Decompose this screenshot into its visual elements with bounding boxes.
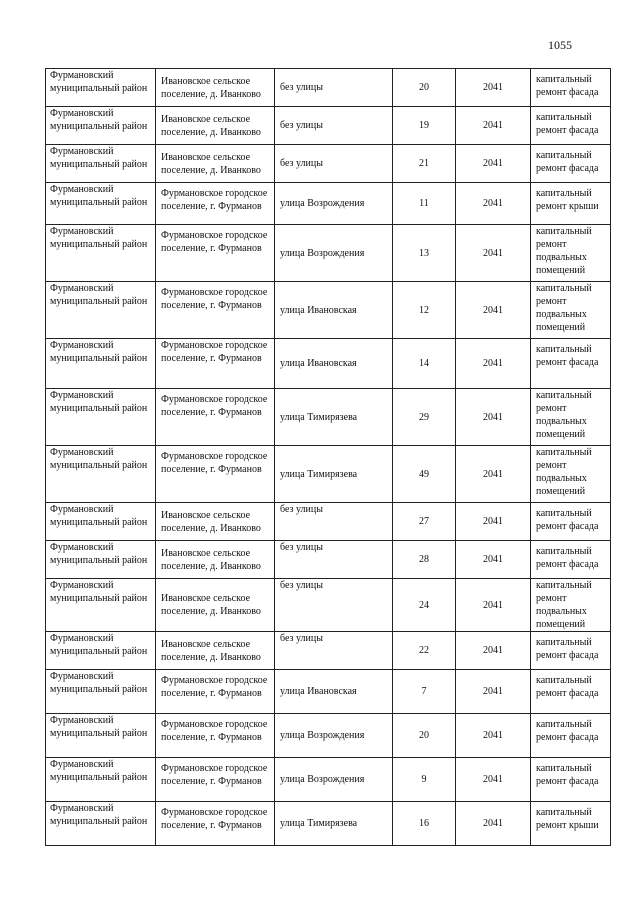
work-type-cell: капитальный ремонт фасада	[531, 503, 611, 541]
settlement-cell: Фурмановское городское поселение, г. Фурманов	[156, 446, 275, 503]
street-cell: без улицы	[275, 632, 393, 670]
settlement-cell: Ивановское сельское поселение, д. Иванково	[156, 107, 275, 145]
district-cell: Фурмановский муниципальный район	[46, 632, 156, 670]
district-cell: Фурмановский муниципальный район	[46, 503, 156, 541]
district-cell: Фурмановский муниципальный район	[46, 183, 156, 225]
table-row	[46, 282, 611, 339]
house-number-cell: 13	[393, 225, 456, 282]
street-cell: без улицы	[275, 579, 393, 632]
district-cell: Фурмановский муниципальный район	[46, 225, 156, 282]
year-cell: 2041	[456, 282, 531, 339]
street-cell: улица Ивановская	[275, 339, 393, 389]
house-number-cell: 16	[393, 802, 456, 846]
district-cell: Фурмановский муниципальный район	[46, 802, 156, 846]
table-row	[46, 632, 611, 670]
street-cell: без улицы	[275, 107, 393, 145]
work-type-cell: капитальный ремонт фасада	[531, 69, 611, 107]
work-type-cell: капитальный ремонт фасада	[531, 758, 611, 802]
settlement-cell: Ивановское сельское поселение, д. Иванково	[156, 503, 275, 541]
year-cell: 2041	[456, 758, 531, 802]
street-cell: без улицы	[275, 69, 393, 107]
district-cell: Фурмановский муниципальный район	[46, 107, 156, 145]
settlement-cell: Ивановское сельское поселение, д. Иванково	[156, 632, 275, 670]
table-row	[46, 225, 611, 282]
housing-repair-table	[45, 68, 611, 846]
year-cell: 2041	[456, 503, 531, 541]
house-number-cell: 20	[393, 69, 456, 107]
district-cell: Фурмановский муниципальный район	[46, 282, 156, 339]
settlement-cell: Ивановское сельское поселение, д. Иванково	[156, 579, 275, 632]
settlement-cell: Фурмановское городское поселение, г. Фурманов	[156, 282, 275, 339]
year-cell: 2041	[456, 446, 531, 503]
house-number-cell: 14	[393, 339, 456, 389]
district-cell: Фурмановский муниципальный район	[46, 145, 156, 183]
street-cell: улица Возрождения	[275, 758, 393, 802]
district-cell: Фурмановский муниципальный район	[46, 446, 156, 503]
settlement-cell: Ивановское сельское поселение, д. Иванково	[156, 145, 275, 183]
work-type-cell: капитальный ремонт подвальных помещений	[531, 225, 611, 282]
table-row	[46, 670, 611, 714]
table-row	[46, 446, 611, 503]
work-type-cell: капитальный ремонт подвальных помещений	[531, 446, 611, 503]
district-cell: Фурмановский муниципальный район	[46, 758, 156, 802]
district-cell: Фурмановский муниципальный район	[46, 541, 156, 579]
district-cell: Фурмановский муниципальный район	[46, 714, 156, 758]
settlement-cell: Ивановское сельское поселение, д. Иванково	[156, 69, 275, 107]
table-row	[46, 714, 611, 758]
settlement-cell: Ивановское сельское поселение, д. Иванково	[156, 541, 275, 579]
settlement-cell: Фурмановское городское поселение, г. Фурманов	[156, 183, 275, 225]
work-type-cell: капитальный ремонт подвальных помещений	[531, 282, 611, 339]
settlement-cell: Фурмановское городское поселение, г. Фурманов	[156, 225, 275, 282]
street-cell: улица Возрождения	[275, 183, 393, 225]
table-body	[46, 69, 611, 846]
table-row	[46, 145, 611, 183]
year-cell: 2041	[456, 802, 531, 846]
work-type-cell: капитальный ремонт фасада	[531, 714, 611, 758]
year-cell: 2041	[456, 632, 531, 670]
house-number-cell: 27	[393, 503, 456, 541]
work-type-cell: капитальный ремонт фасада	[531, 670, 611, 714]
street-cell: улица Тимирязева	[275, 446, 393, 503]
house-number-cell: 21	[393, 145, 456, 183]
work-type-cell: капитальный ремонт крыши	[531, 183, 611, 225]
district-cell: Фурмановский муниципальный район	[46, 579, 156, 632]
house-number-cell: 24	[393, 579, 456, 632]
house-number-cell: 19	[393, 107, 456, 145]
work-type-cell: капитальный ремонт фасада	[531, 145, 611, 183]
house-number-cell: 9	[393, 758, 456, 802]
table-row	[46, 69, 611, 107]
table-row	[46, 503, 611, 541]
street-cell: без улицы	[275, 145, 393, 183]
year-cell: 2041	[456, 107, 531, 145]
work-type-cell: капитальный ремонт фасада	[531, 107, 611, 145]
work-type-cell: капитальный ремонт подвальных помещений	[531, 579, 611, 632]
settlement-cell: Фурмановское городское поселение, г. Фурманов	[156, 714, 275, 758]
house-number-cell: 7	[393, 670, 456, 714]
street-cell: улица Ивановская	[275, 282, 393, 339]
street-cell: улица Тимирязева	[275, 802, 393, 846]
settlement-cell: Фурмановское городское поселение, г. Фурманов	[156, 389, 275, 446]
table-row	[46, 758, 611, 802]
settlement-cell: Фурмановское городское поселение, г. Фурманов	[156, 670, 275, 714]
table-row	[46, 541, 611, 579]
table-row	[46, 579, 611, 632]
street-cell: улица Возрождения	[275, 225, 393, 282]
work-type-cell: капитальный ремонт фасада	[531, 541, 611, 579]
year-cell: 2041	[456, 541, 531, 579]
year-cell: 2041	[456, 389, 531, 446]
year-cell: 2041	[456, 145, 531, 183]
house-number-cell: 11	[393, 183, 456, 225]
year-cell: 2041	[456, 714, 531, 758]
table-row	[46, 802, 611, 846]
year-cell: 2041	[456, 670, 531, 714]
house-number-cell: 12	[393, 282, 456, 339]
work-type-cell: капитальный ремонт крыши	[531, 802, 611, 846]
district-cell: Фурмановский муниципальный район	[46, 69, 156, 107]
work-type-cell: капитальный ремонт фасада	[531, 339, 611, 389]
work-type-cell: капитальный ремонт подвальных помещений	[531, 389, 611, 446]
house-number-cell: 28	[393, 541, 456, 579]
house-number-cell: 29	[393, 389, 456, 446]
district-cell: Фурмановский муниципальный район	[46, 339, 156, 389]
table-row	[46, 183, 611, 225]
street-cell: без улицы	[275, 541, 393, 579]
street-cell: улица Возрождения	[275, 714, 393, 758]
house-number-cell: 22	[393, 632, 456, 670]
settlement-cell: Фурмановское городское поселение, г. Фурманов	[156, 758, 275, 802]
street-cell: улица Тимирязева	[275, 389, 393, 446]
settlement-cell: Фурмановское городское поселение, г. Фурманов	[156, 802, 275, 846]
table-row	[46, 389, 611, 446]
year-cell: 2041	[456, 579, 531, 632]
year-cell: 2041	[456, 183, 531, 225]
district-cell: Фурмановский муниципальный район	[46, 389, 156, 446]
house-number-cell: 20	[393, 714, 456, 758]
settlement-cell: Фурмановское городское поселение, г. Фурманов	[156, 339, 275, 389]
work-type-cell: капитальный ремонт фасада	[531, 632, 611, 670]
year-cell: 2041	[456, 339, 531, 389]
page-number: 1055	[548, 38, 572, 52]
street-cell: без улицы	[275, 503, 393, 541]
house-number-cell: 49	[393, 446, 456, 503]
table-row	[46, 339, 611, 389]
year-cell: 2041	[456, 225, 531, 282]
year-cell: 2041	[456, 69, 531, 107]
street-cell: улица Ивановская	[275, 670, 393, 714]
table-row	[46, 107, 611, 145]
district-cell: Фурмановский муниципальный район	[46, 670, 156, 714]
